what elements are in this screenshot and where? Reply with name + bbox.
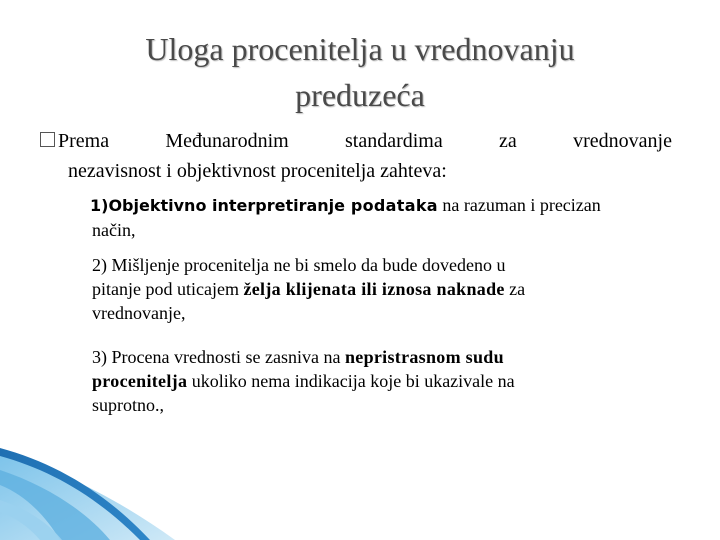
bullet-word: Prema	[58, 130, 110, 152]
box-bullet-icon	[40, 132, 55, 147]
item1-mid: podataka	[345, 196, 438, 215]
bullet-word: Međunarodnim	[165, 130, 289, 152]
item3-line-3: suprotno.,	[92, 395, 164, 415]
list-item-2	[92, 253, 670, 325]
item3-line-2	[92, 369, 670, 393]
item2-word: Mišljenje	[111, 255, 180, 275]
item2-line-1	[92, 253, 670, 277]
list-item-1	[90, 193, 670, 242]
item2-word: da	[360, 255, 378, 275]
item2-line2-post: za	[509, 279, 526, 299]
item2-line-2	[92, 277, 670, 301]
list-item-3	[92, 345, 670, 417]
slide-title	[60, 26, 660, 118]
item3-word: vrednosti	[173, 347, 241, 367]
item2-line-3: vrednovanje,	[92, 303, 186, 323]
item3-word: 3)	[92, 347, 107, 367]
item3-word: Procena	[111, 347, 170, 367]
item2-word: bude	[382, 255, 418, 275]
item2-line2-bold: želja klijenata ili iznosa naknade	[243, 279, 505, 299]
bullet-paragraph	[40, 126, 672, 186]
item3-line2-post: ukoliko nema indikacija koje bi ukazivale na	[191, 371, 515, 391]
title-line-2: preduzeća	[295, 77, 425, 113]
item3-word: na	[323, 347, 341, 367]
item3-word: zasniva	[264, 347, 319, 367]
item1-continuation: način,	[92, 220, 136, 240]
item2-word: u	[496, 255, 506, 275]
bullet-first-word-group	[40, 126, 109, 156]
item3-word: se	[245, 347, 261, 367]
item1-number: 1)	[90, 196, 109, 215]
item3-line1-bold: nepristrasnom sudu	[344, 347, 504, 367]
item3-line-1	[92, 345, 670, 369]
item2-word: smelo	[313, 255, 357, 275]
item3-line2-bold: procenitelja	[92, 371, 188, 391]
item2-word: dovedeno	[421, 255, 492, 275]
bullet-word: vrednovanje	[573, 130, 672, 152]
bullet-word: standardima	[345, 130, 443, 152]
item2-word: bi	[294, 255, 309, 275]
title-line-1: Uloga procenitelja u vrednovanju	[145, 31, 575, 67]
item1-bold: Objektivno interpretiranje	[108, 196, 346, 215]
item2-word: procenitelja	[184, 255, 269, 275]
item2-line2-pre: pitanje pod uticajem	[92, 279, 239, 299]
item2-word: 2)	[92, 255, 107, 275]
bullet-line-1	[40, 126, 672, 156]
item1-tail: na razuman i precizan	[437, 195, 601, 215]
bullet-word: za	[499, 130, 517, 152]
item2-word: ne	[273, 255, 291, 275]
bullet-line-2: nezavisnost i objektivnost procenitelja zahteva:	[68, 160, 447, 182]
